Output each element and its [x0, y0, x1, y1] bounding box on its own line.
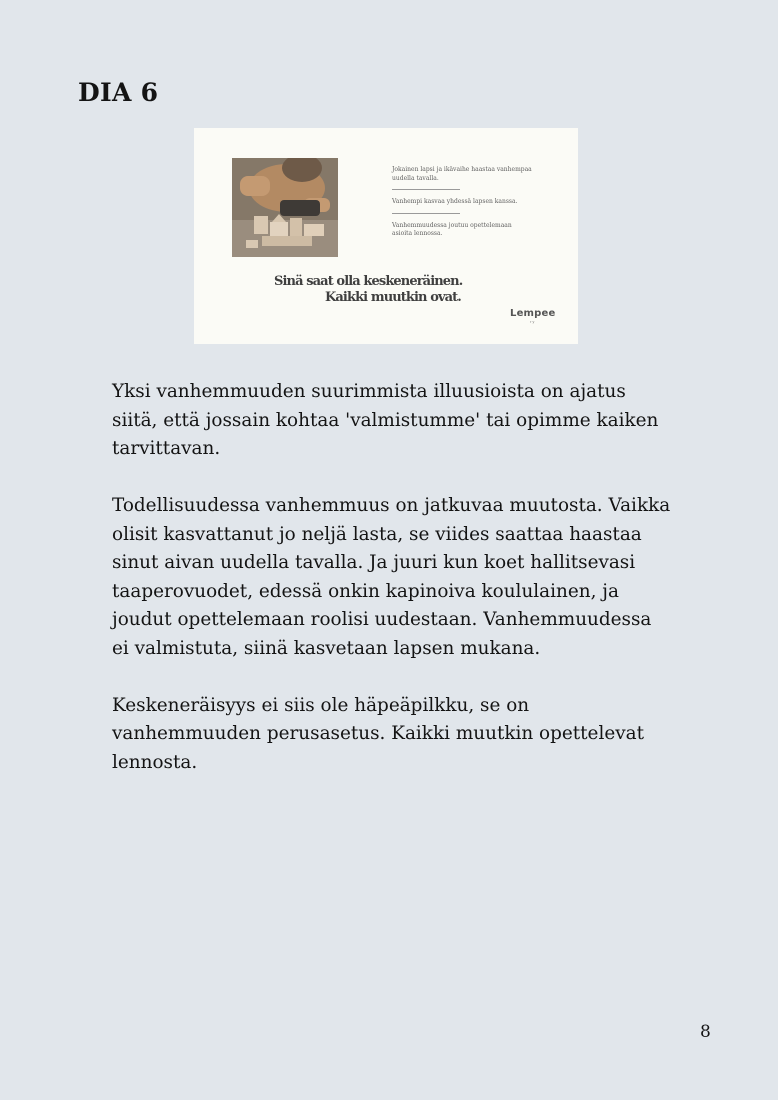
slide-notes — [392, 166, 532, 239]
note-divider — [392, 189, 460, 190]
paragraph: Keskeneräisyys ei siis ole häpeäpilkku, se on vanhemmuuden perusasetus. Kaikki muutkin opettelevat lennosta. — [112, 694, 644, 773]
paragraph: Yksi vanhemmuuden suurimmista illuusioista on ajatus siitä, että jossain kohtaa 'valmistumme' tai opimme kaiken tarvittavan. — [112, 381, 659, 459]
slide-quote — [274, 274, 462, 306]
note-divider — [392, 213, 460, 214]
paragraph: Todellisuudessa vanhemmuus on jatkuvaa muutosta. Vaikka olisit kasvattanut jo neljä lasta, se viides saattaa haastaa sinut aivan uudella tavalla. Ja juuri kun koet hallitsevasi taaperovuodet, edessä onkin kapinoiva koululainen, ja joudut opettelemaan roolisi uudestaan. Vanhemmuudessa ei valmistuta, siinä kasvetaan lapsen mukana. — [112, 495, 671, 659]
page-heading: DIA 6 — [78, 78, 159, 107]
slide-preview — [194, 128, 578, 344]
logo-text: Lempee — [510, 308, 556, 319]
page-number: 8 — [700, 1022, 711, 1042]
slide-note: Vanhemmuudessa joutuu opettelemaan asioita lennossa. — [392, 221, 512, 237]
slide-quote-line: Sinä saat olla keskeneräinen. — [274, 274, 463, 289]
logo-subtext: ry — [529, 320, 536, 324]
photo-illustration — [232, 158, 338, 257]
slide-note: Jokainen lapsi ja ikävaihe haastaa vanhempaa uudella tavalla. — [392, 166, 532, 182]
lempee-logo — [510, 308, 556, 324]
child-playing-blocks-photo — [232, 158, 338, 257]
slide-note: Vanhempi kasvaa yhdessä lapsen kanssa. — [392, 198, 518, 205]
slide-quote-line: Kaikki muutkin ovat. — [325, 290, 461, 305]
body-text — [112, 378, 672, 806]
